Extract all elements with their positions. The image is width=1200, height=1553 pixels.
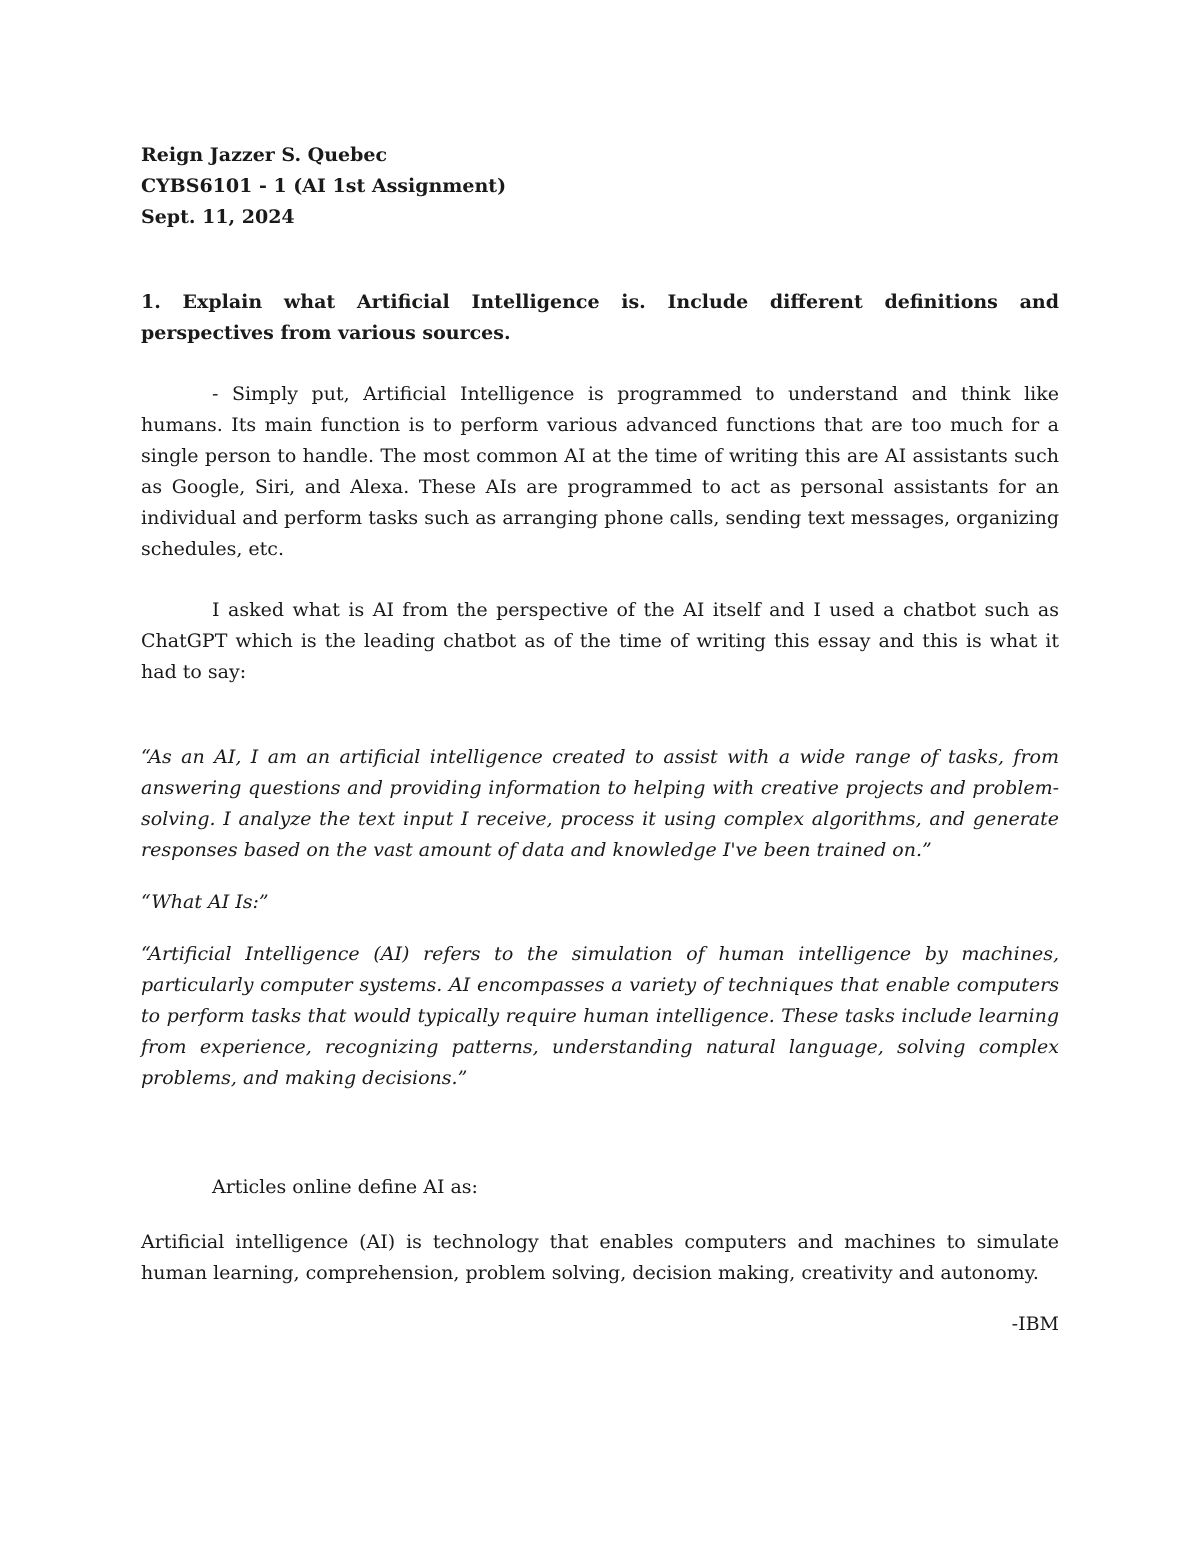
question-heading: 1. Explain what Artificial Intelligence is. Include different definitions and perspectives from various sources. — [141, 291, 1059, 344]
document-header — [141, 140, 1059, 233]
author-name: Reign Jazzer S. Quebec — [141, 144, 388, 166]
paragraph-articles-online: Articles online define AI as: — [212, 1176, 478, 1198]
paragraph-ibm-definition: Artificial intelligence (AI) is technology that enables computers and machines to simulate human learning, comprehension, problem solving, decision making, creativity and autonomy. — [141, 1231, 1059, 1284]
paragraph-asked-ai: I asked what is AI from the perspective of the AI itself and I used a chatbot such as ChatGPT which is the leading chatbot as of the time of writing this essay and this is what it had to say: — [141, 599, 1059, 683]
document-date: Sept. 11, 2024 — [141, 206, 295, 228]
course-code: CYBS6101 - 1 (AI 1st Assignment) — [141, 175, 507, 197]
quote-as-an-ai: “As an AI, I am an artificial intelligence created to assist with a wide range of tasks, from answering questions and providing information to helping with creative projects and problem-solving. I analyze the text input I receive, process it using complex algorithms, and generate responses based on the vast amount of data and knowledge I've been trained on.” — [141, 746, 1059, 861]
document-body — [141, 140, 1059, 1340]
quote-what-ai-is: “What AI Is:” — [141, 891, 269, 913]
quote-ai-definition: “Artificial Intelligence (AI) refers to the simulation of human intelligence by machines, particularly computer systems. AI encompasses a variety of techniques that enable computers to perform tasks that would typically require human intelligence. These tasks include learning from experience, recognizing patterns, understanding natural language, solving complex problems, and making decisions.” — [141, 943, 1059, 1089]
paragraph-simply-put: - Simply put, Artificial Intelligence is programmed to understand and think like humans. Its main function is to perform various advanced functions that are too much for a single person to handle. The most common AI at the time of writing this are AI assistants such as Google, Siri, and Alexa. These AIs are programmed to act as personal assistants for an individual and perform tasks such as arranging phone calls, sending text messages, organizing schedules, etc. — [141, 383, 1059, 560]
source-attribution: -IBM — [1011, 1313, 1059, 1335]
